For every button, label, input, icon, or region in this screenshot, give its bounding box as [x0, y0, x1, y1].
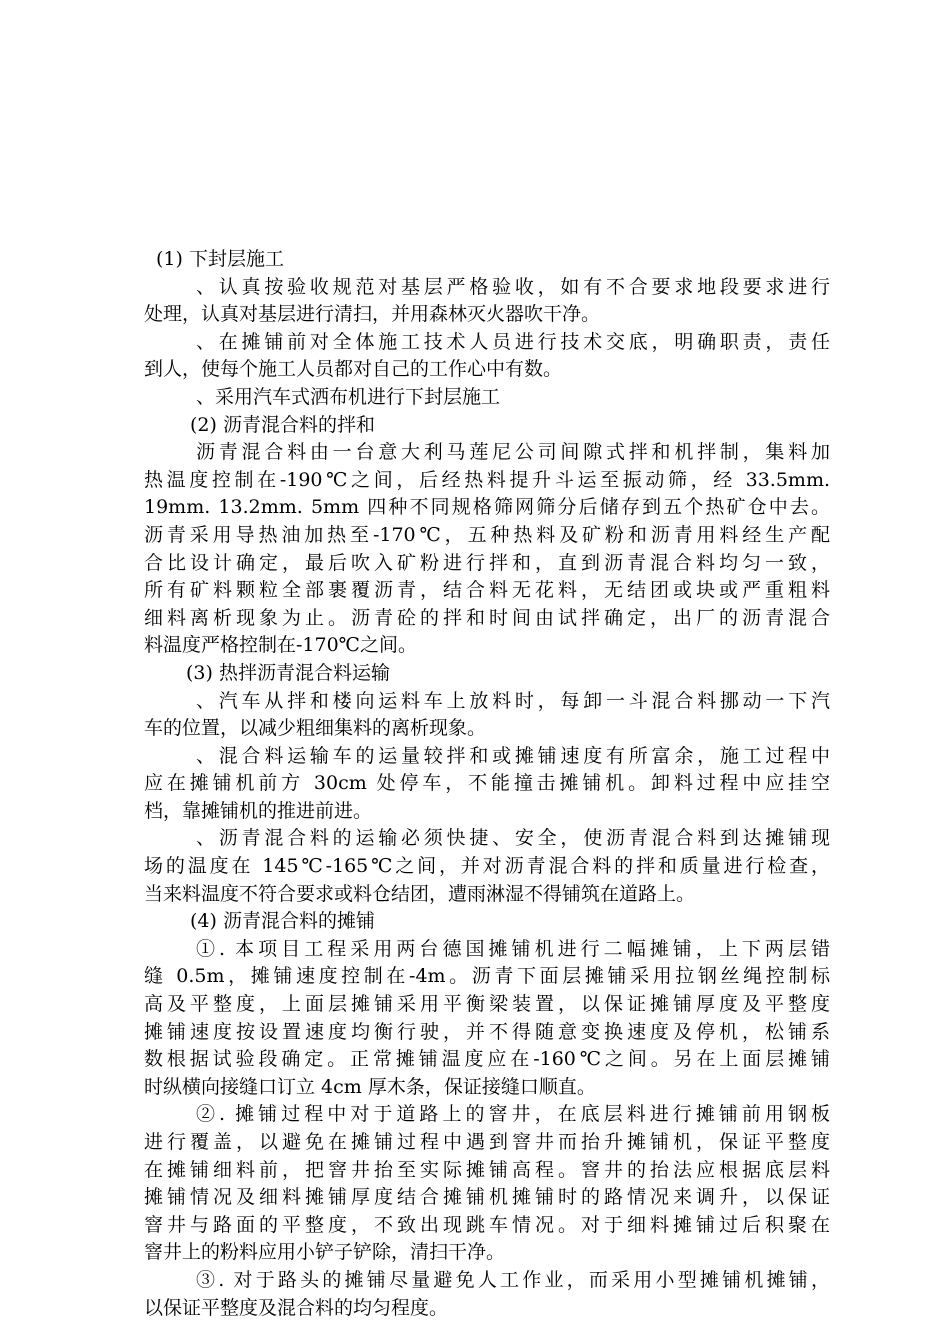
text-line: 窨井与路面的平整度，不致出现跳车情况。对于细料摊铺过后积聚在: [144, 1213, 830, 1236]
text-line: 合比设计确定，最后吹入矿粉进行拌和，直到沥青混合料均匀一致，: [144, 551, 830, 574]
text-line: 场的温度在 145℃-165℃之间，并对沥青混合料的拌和质量进行检查，: [144, 855, 830, 878]
text-line: 、认真按验收规范对基层严格验收，如有不合要求地段要求进行: [196, 275, 830, 298]
paragraph: [144, 936, 830, 1102]
text-line: 档，靠摊铺机的推进前进。: [144, 799, 373, 822]
text-line: 、采用汽车式洒布机进行下封层施工: [196, 385, 501, 408]
text-line: 所有矿料颗粒全部裹覆沥青，结合料无花料，无结团或块或严重粗料: [144, 579, 830, 602]
text-line: 到人，使每个施工人员都对自己的工作心中有数。: [144, 358, 563, 381]
paragraph: [144, 274, 830, 329]
text-line: 窨井上的粉料应用小铲子铲除，清扫干净。: [144, 1241, 506, 1264]
text-line: 应在摊铺机前方 30cm 处停车，不能撞击摊铺机。卸料过程中应挂空: [144, 772, 830, 795]
text-line: 当来料温度不符合要求或料仓结团，遭雨淋湿不得铺筑在道路上。: [144, 882, 696, 905]
text-line: 摊铺速度按设置速度均衡行驶，并不得随意变换速度及停机，松铺系: [144, 1020, 830, 1043]
text-line: 热温度控制在-190℃之间，后经热料提升斗运至振动筛，经 33.5mm.: [144, 468, 830, 491]
paragraph: [144, 1101, 830, 1267]
text-line: 数根据试验段确定。正常摊铺温度应在-160℃之间。另在上面层摊铺: [144, 1048, 830, 1071]
paragraph: [144, 439, 830, 660]
text-line: ①. 本项目工程采用两台德国摊铺机进行二幅摊铺，上下两层错: [196, 937, 830, 960]
text-line: 19mm. 13.2mm. 5mm 四种不同规格筛网筛分后储存到五个热矿仓中去。: [144, 496, 830, 519]
paragraph: [144, 329, 830, 384]
text-line: ②. 摊铺过程中对于道路上的窨井，在底层料进行摊铺前用钢板: [196, 1103, 830, 1126]
text-line: 细料离析现象为止。沥青砼的拌和时间由试拌确定，出厂的沥青混合: [144, 606, 830, 629]
section-heading: (3) 热拌沥青混合料运输: [186, 661, 390, 684]
text-line: 摊铺情况及细料摊铺厚度结合摊铺机摊铺时的路情况来调升，以保证: [144, 1186, 830, 1209]
section-heading: (1) 下封层施工: [156, 248, 284, 270]
section-3: [144, 660, 830, 908]
text-line: 、沥青混合料的运输必须快捷、安全，使沥青混合料到达摊铺现: [196, 827, 830, 850]
text-line: 、汽车从拌和楼向运料车上放料时，每卸一斗混合料挪动一下汽: [196, 689, 830, 712]
text-line: 时纵横向接缝口订立 4cm 厚木条，保证接缝口顺直。: [144, 1075, 596, 1098]
paragraph: [144, 384, 830, 412]
text-line: 以保证平整度及混合料的均匀程度。: [144, 1296, 449, 1319]
section-4: [144, 908, 830, 1322]
section-heading: (4) 沥青混合料的摊铺: [190, 910, 375, 933]
paragraph: [144, 743, 830, 826]
text-line: 沥青混合料由一台意大利马莲尼公司间隙式拌和机拌制，集料加: [196, 441, 830, 464]
section-heading: (2) 沥青混合料的拌和: [190, 413, 375, 436]
text-line: ③. 对于路头的摊铺尽量避免人工作业，而采用小型摊铺机摊铺，: [196, 1268, 830, 1291]
text-line: 在摊铺细料前，把窨井抬至实际摊铺高程。窨井的抬法应根据底层料: [144, 1158, 830, 1181]
text-line: 、混合料运输车的运量较拌和或摊铺速度有所富余，施工过程中: [196, 744, 830, 767]
text-line: 料温度严格控制在-170℃之间。: [144, 634, 417, 657]
text-line: 缝 0.5m，摊铺速度控制在-4m。沥青下面层摊铺采用拉钢丝绳控制标: [144, 965, 830, 988]
document-page: [144, 246, 830, 1322]
paragraph: [144, 688, 830, 743]
text-line: 、在摊铺前对全体施工技术人员进行技术交底，明确职责，责任: [196, 330, 830, 353]
section-1: [144, 246, 830, 412]
text-line: 沥青采用导热油加热至-170℃，五种热料及矿粉和沥青用料经生产配: [144, 523, 830, 546]
text-line: 高及平整度，上面层摊铺采用平衡梁装置，以保证摊铺厚度及平整度: [144, 993, 830, 1016]
paragraph: [144, 825, 830, 908]
paragraph: [144, 1267, 830, 1322]
text-line: 进行覆盖，以避免在摊铺过程中遇到窨井而抬升摊铺机，保证平整度: [144, 1131, 830, 1153]
text-line: 车的位置，以减少粗细集料的离析现象。: [144, 717, 487, 740]
section-2: [144, 412, 830, 660]
text-line: 处理，认真对基层进行清扫，并用森林灭火器吹干净。: [144, 303, 601, 326]
